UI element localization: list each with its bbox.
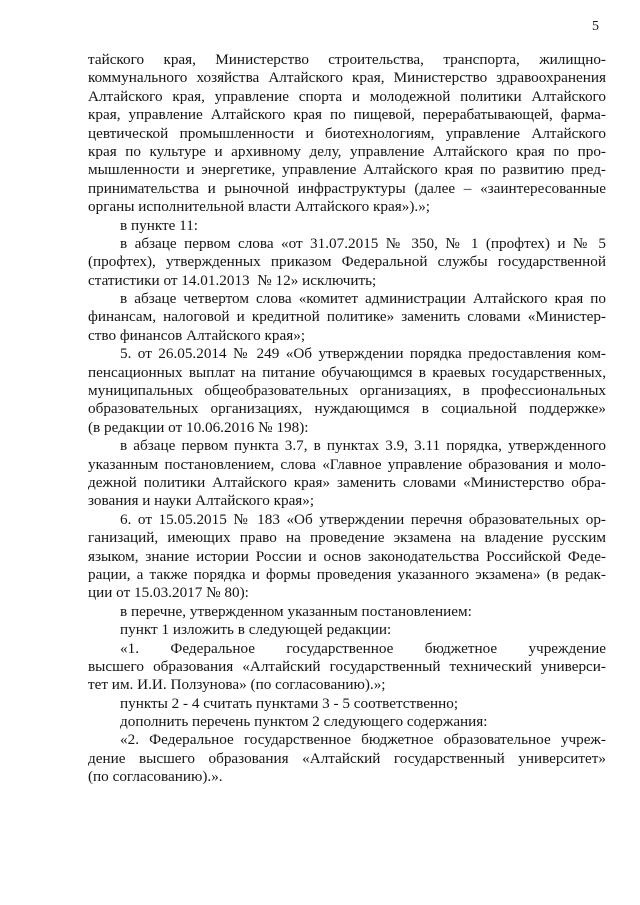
text-line: указанным постановлением, слова «Главное управление образования и моло-	[88, 455, 606, 473]
text-line: Алтайского края, управление спорта и молодежной политики Алтайского	[88, 87, 606, 105]
text-line: ции от 15.03.2017 № 80):	[88, 584, 249, 602]
text-line: в абзаце первом слова «от 31.07.2015 № 350, № 1 (профтех) и № 5	[120, 234, 606, 252]
text-line: ганизаций, имеющих право на проведение экзамена на владение русским	[88, 529, 606, 547]
text-line: мышленности и энергетике, управление Алтайского края по развитию пред-	[88, 161, 606, 179]
text-line: пункты 2 - 4 считать пунктами 3 - 5 соответственно;	[120, 694, 459, 712]
text-line: дение высшего образования «Алтайский государственный университет»	[88, 749, 606, 767]
text-line: статистики от 14.01.2013 № 12» исключить;	[88, 271, 377, 289]
text-line: органы исполнительной власти Алтайского края»).»;	[88, 198, 431, 216]
text-line: тет им. И.И. Ползунова» (по согласованию).»;	[88, 676, 386, 694]
text-line: коммунального хозяйства Алтайского края, Министерство здравоохранения	[88, 69, 606, 87]
page-number: 5	[592, 19, 599, 34]
text-line: дежной политики Алтайского края» заменить словами «Министерство обра-	[88, 473, 606, 491]
text-line: «1. Федеральное государственное бюджетное учреждение	[120, 639, 606, 657]
text-line: 6. от 15.05.2015 № 183 «Об утверждении перечня образовательных ор-	[120, 510, 606, 528]
text-line: цевтической промышленности и биотехнологиям, управление Алтайского	[88, 124, 606, 142]
text-line: пункт 1 изложить в следующей редакции:	[120, 621, 392, 639]
text-line: «2. Федеральное государственное бюджетное образовательное учреж-	[120, 731, 606, 749]
text-line: пенсационных выплат на питание обучающимся в краевых государственных,	[88, 363, 606, 381]
text-line: края, управление Алтайского края по пищевой, перерабатывающей, фарма-	[88, 106, 606, 124]
text-line: финансам, налоговой и кредитной политике» заменить словами «Министер-	[88, 308, 606, 326]
text-line: (по согласованию).».	[88, 768, 223, 786]
text-line: тайского края, Министерство строительства, транспорта, жилищно-	[88, 51, 606, 68]
text-line: края по культуре и архивному делу, управление Алтайского края по про-	[88, 142, 606, 160]
text-line: в перечне, утвержденном указанным постановлением:	[120, 602, 472, 620]
text-line: высшего образования «Алтайский государственный технический универси-	[88, 657, 606, 675]
text-line: в абзаце первом пункта 3.7, в пунктах 3.9, 3.11 порядка, утвержденного	[120, 437, 606, 455]
text-line: языком, знание истории России и основ законодательства Российской Феде-	[88, 547, 606, 565]
text-line: ство финансов Алтайского края»;	[88, 326, 306, 344]
text-line: 5. от 26.05.2014 № 249 «Об утверждении порядка предоставления ком-	[120, 345, 606, 363]
text-line: муниципальных общеобразовательных организациях, в профессиональных	[88, 382, 606, 400]
document-body	[88, 51, 606, 787]
text-line: рации, а также порядка и формы проведения указанного экзамена» (в редак-	[88, 565, 606, 583]
text-line: в пункте 11:	[120, 216, 199, 234]
text-line: (профтех), утвержденных приказом Федеральной службы государственной	[88, 253, 606, 271]
text-line: (в редакции от 10.06.2016 № 198):	[88, 418, 309, 436]
text-line: зования и науки Алтайского края»;	[88, 492, 315, 510]
text-line: образовательных организациях, нуждающимся в социальной поддержке»	[88, 400, 606, 418]
text-line: дополнить перечень пунктом 2 следующего содержания:	[120, 713, 488, 731]
text-line: принимательства и рыночной инфраструктуры (далее – «заинтересованные	[88, 179, 606, 197]
text-line: в абзаце четвертом слова «комитет администрации Алтайского края по	[120, 290, 606, 308]
